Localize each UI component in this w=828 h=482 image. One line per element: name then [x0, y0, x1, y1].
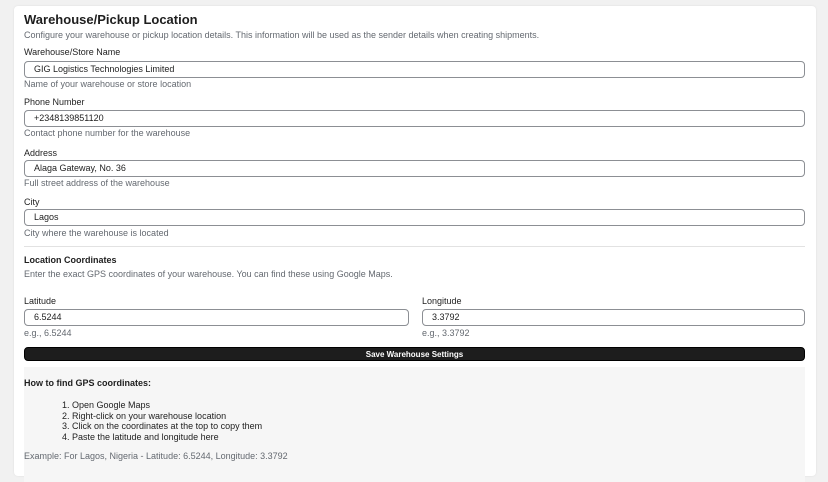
save-warehouse-settings-button[interactable]: Save Warehouse Settings [24, 347, 805, 361]
warehouse-settings-card [14, 6, 816, 476]
latitude-input[interactable]: 6.5244 [24, 309, 409, 326]
store-name-label: Warehouse/Store Name [24, 47, 121, 57]
gps-help-step: 1. Open Google Maps [62, 400, 151, 410]
gps-help-step: 4. Paste the latitude and longitude here [62, 431, 219, 442]
coordinates-title: Location Coordinates [24, 255, 117, 265]
city-label: City [24, 197, 40, 207]
store-name-help: Name of your warehouse or store location [24, 79, 192, 89]
address-label: Address [24, 148, 58, 158]
gps-help-example: Example: For Lagos, Nigeria - Latitude: 6.5244, Longitude: 3.3792 [24, 451, 288, 461]
phone-input[interactable]: +2348139851120 [24, 110, 805, 127]
store-name-input[interactable]: GIG Logistics Technologies Limited [24, 61, 805, 78]
gps-help-panel [24, 367, 805, 482]
coordinates-description: Enter the exact GPS coordinates of your warehouse. You can find these using Google Maps. [24, 269, 393, 279]
gps-help-title: How to find GPS coordinates: [24, 378, 152, 388]
gps-help-steps [62, 400, 262, 442]
city-input[interactable]: Lagos [24, 209, 805, 226]
page-description: Configure your warehouse or pickup location details. This information will be used as the sender details when creating shipments. [24, 30, 540, 40]
longitude-label: Longitude [422, 296, 462, 306]
latitude-label: Latitude [24, 296, 57, 306]
address-help: Full street address of the warehouse [24, 178, 170, 188]
page-title: Warehouse/Pickup Location [24, 12, 198, 27]
longitude-help: e.g., 3.3792 [422, 328, 470, 338]
phone-label: Phone Number [24, 97, 85, 107]
phone-help: Contact phone number for the warehouse [24, 128, 191, 138]
gps-help-step: 3. Click on the coordinates at the top to copy them [62, 421, 263, 431]
gps-help-step: 2. Right-click on your warehouse location [62, 410, 227, 421]
latitude-help: e.g., 6.5244 [24, 328, 72, 338]
section-divider [24, 246, 805, 247]
city-help: City where the warehouse is located [24, 228, 169, 238]
address-input[interactable]: Alaga Gateway, No. 36 [24, 160, 805, 177]
longitude-input[interactable]: 3.3792 [422, 309, 805, 326]
